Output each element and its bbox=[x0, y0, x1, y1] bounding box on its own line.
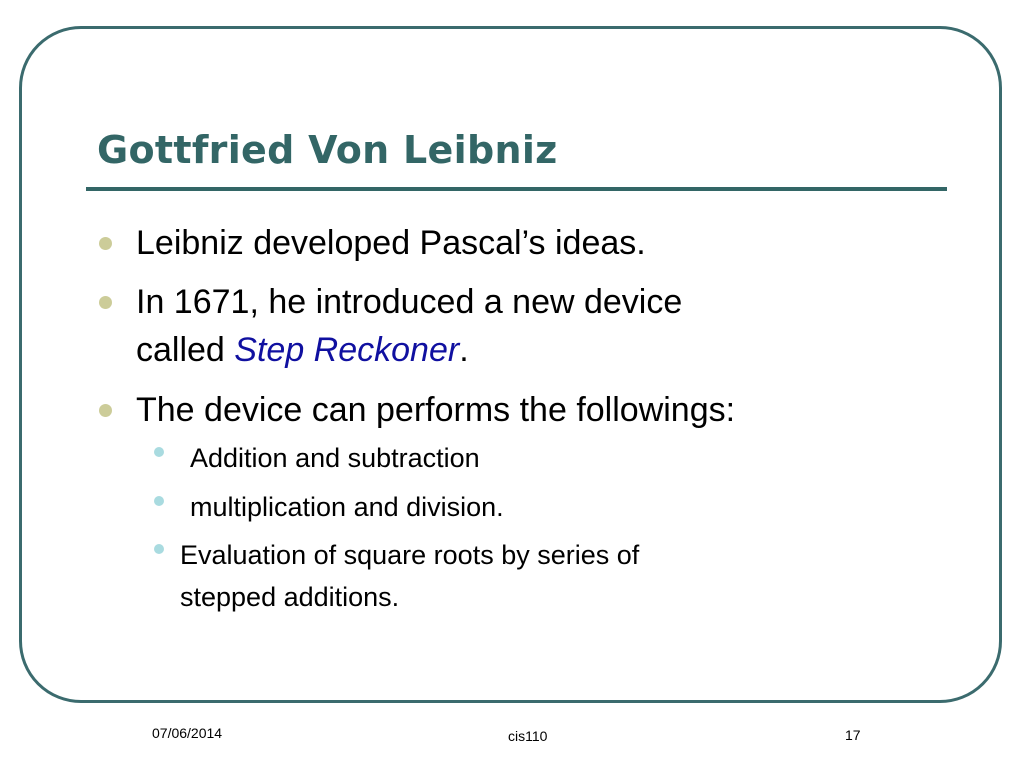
bullet-text-2-line1: In 1671, he introduced a new device bbox=[136, 283, 683, 321]
bullet-item-3 bbox=[136, 385, 735, 435]
bullet-dot-icon bbox=[99, 404, 112, 417]
footer-course: cis110 bbox=[508, 728, 548, 744]
sub-bullet-text-3-line1: Evaluation of square roots by series of bbox=[180, 540, 640, 570]
bullet-dot-icon bbox=[99, 237, 112, 250]
sub-bullet-dot-icon bbox=[154, 447, 164, 457]
sub-bullet-item-3-continuation bbox=[180, 576, 399, 619]
sub-bullet-dot-icon bbox=[154, 496, 164, 506]
footer-page-number: 17 bbox=[845, 727, 861, 743]
sub-bullet-item-3 bbox=[180, 534, 639, 577]
bullet-text-2-prefix: called bbox=[136, 331, 235, 369]
sub-bullet-item-2 bbox=[190, 486, 504, 529]
bullet-item-1 bbox=[136, 218, 646, 268]
footer-date: 07/06/2014 bbox=[152, 725, 223, 741]
bullet-text-3: The device can performs the followings: bbox=[136, 391, 736, 429]
sub-bullet-text-2: multiplication and division. bbox=[190, 492, 504, 522]
bullet-item-2 bbox=[136, 277, 682, 327]
sub-bullet-text-1: Addition and subtraction bbox=[190, 443, 480, 473]
slide-title: Gottfried Von Leibniz bbox=[97, 128, 558, 172]
bullet-item-2-continuation bbox=[136, 325, 469, 375]
bullet-text-1: Leibniz developed Pascal’s ideas. bbox=[136, 224, 646, 262]
sub-bullet-dot-icon bbox=[154, 544, 164, 554]
bullet-text-2-suffix: . bbox=[459, 331, 469, 369]
sub-bullet-item-1 bbox=[190, 437, 480, 480]
sub-bullet-text-3-line2: stepped additions. bbox=[180, 582, 400, 612]
bullet-dot-icon bbox=[99, 296, 112, 309]
step-reckoner-emphasis: Step Reckoner bbox=[234, 331, 460, 369]
